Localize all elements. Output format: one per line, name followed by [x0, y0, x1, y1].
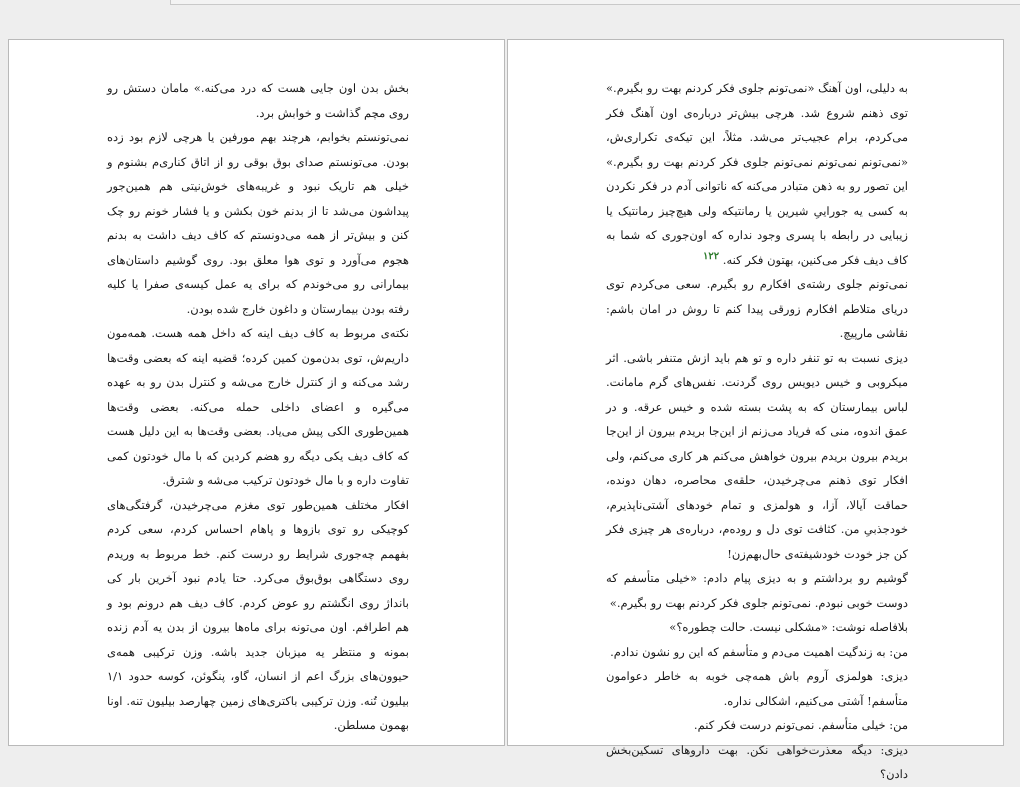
paragraph: من: خیلی متأسفم. نمی‌تونم درست فکر کنم. — [693, 718, 908, 732]
paragraph: گوشیم رو برداشتم و به دیزی پیام دادم: «خیلی متأسفم که دوست خوبی نبودم. نمی‌تونم جلوی فکر کردنم بهت رو بگیرم.» — [606, 571, 908, 610]
first-paragraph-text: به دلیلی، اون آهنگ «نمی‌تونم جلوی فکر کردنم بهت رو بگیرم.» توی ذهنم شروع شد. هرچی بیش‌تر درباره‌ی اون آهنگ فکر می‌کردم، برام عجیب‌تر می‌شد. مثلاً، این تیکه‌ی تکراری‌ش، «نمی‌تونم نمی‌تونم نمی‌تونم جلوی فکر کردنم بهت رو بگیرم.» این تصور رو به ذهن متبادر می‌کنه که ناتوانی آدم در فکر نکردن به کسی یه جوراییِ شیرین یا رمانتیکه ولی هیچ‌چیز رمانتیک یا زیبایی در رابطه با پسری وجود نداره که اون‌جوری که شما به کاف دیف فکر می‌کنین، بهتون فکر کنه. — [606, 81, 908, 267]
paragraph: نمی‌تونستم بخوابم، هرچند بهم مورفین یا هرچی لازم بود زده بودن. می‌تونستم صدای بوق بوقی رو از اتاق کناری‌م بشنوم و خیلی هم تاریک نبود و غریبه‌های خوش‌نیتی هم همین‌جور پیداشون می‌شد تا از بدنم خون بکشن و یا فشار خونم رو چک کنن و بیش‌تر از همه می‌دونستم که کاف دیف داشت به بدنم هجوم می‌آورد و توی هوا معلق بود. روی گوشیم داستان‌های بیمارانی رو می‌خوندم که برای یه عمل کیسه‌ی صفرا یا کلیه رفته بودن بیمارستان و داغون خارج شده بودن. — [107, 130, 409, 316]
paragraph: دیزی: هولمزی آروم باش همه‌چی خوبه به خاطر دعوامون متأسفم! آشتی می‌کنیم، اشکالی نداره. — [606, 669, 908, 708]
footnote-marker[interactable]: ۱۲۲ — [703, 250, 720, 262]
paragraph: دیزی: دیگه معذرت‌خواهی نکن. بهت داروهای تسکین‌بخش دادن؟ — [606, 742, 908, 781]
paragraph: دیزی نسبت به تو تنفر داره و تو هم باید ازش متنفر باشی. اثر میکروبی و خیس دیویس روی گردنت. نفس‌های گرم مامانت. لباس بیمارستان که به پشت بسته شده و خیس عرقه. و در عمق اندوه، منی که فریاد می‌زنم از این‌جا بریدم بیرون از این‌جا بریدم بیرون بریدم بیرون خواهش می‌کنم هر کاری می‌کنم، ولی افکار توی ذهنم می‌چرخیدن، حلقه‌ی محاصره، دهان دونده، حماقت آیالا، آزا، و هولمزی و تمام خودهای آشتی‌ناپذیرم، خودجذبیِ من. کثافت توی دل و روده‌م، درباره‌ی هر چیزی فکر کن جز خودت خودشیفته‌ی حال‌بهم‌زن! — [606, 350, 908, 561]
paragraph: بخش بدن اون جایی هست که درد می‌کنه.» مامان دستش رو روی مچم گذاشت و خوابش برد. — [107, 81, 409, 120]
paragraph — [606, 76, 908, 272]
paragraph: نمی‌تونم جلوی رشته‌ی افکارم رو بگیرم. سعی می‌کردم توی دریای متلاطم افکارم زورقی پیدا کنم تا روش در امان باشم: نقاشی مارپیچ. — [606, 277, 908, 340]
toolbar-panel — [170, 0, 1020, 5]
paragraph: نکته‌ی مربوط به کاف دیف اینه که داخل همه هست. همه‌مون داریم‌ش، توی بدن‌مون کمین کرده؛ قضیه اینه که بعضی وقت‌ها رشد می‌کنه و از کنترل خارج می‌شه و کنترل بدن رو به عهده می‌گیره و اعضای داخلی حمله می‌کنه. بعضی وقت‌ها همین‌طوری الکی پیش می‌یاد. بعضی وقت‌ها به این دلیل هست که کاف دیف یکی دیگه رو هضم کردین که با مال خودتون کمی تفاوت داره و با مال خودتون ترکیب می‌شه و شترق. — [107, 326, 409, 487]
document-page-left — [8, 39, 505, 746]
page-text-right — [606, 76, 908, 787]
paragraph: من: به زندگیت اهمیت می‌دم و متأسفم که این رو نشون ندادم. — [610, 644, 908, 659]
paragraph: افکار مختلف همین‌طور توی مغزم می‌چرخیدن، گرفتگی‌های کوچیکی رو توی بازوها و پاهام احساس کردم، سعی کردم بفهمم چه‌جوری شرایط رو درست کنم. خط مربوط به وریدم روی دستگاهی بوق‌بوق می‌کرد. حتا یادم نبود آخرین بار کی بانداژ روی انگشتم رو عوض کردم. کاف دیف هم درونم بود و هم اطرافم. اون می‌تونه برای ماه‌ها بیرون از بدن یه آدم زنده بمونه و منتظر یه میزبان جدید باشه. وزن ترکیبی همه‌ی حیوون‌های بزرگ اعم از انسان، گاو، پنگوئن، کوسه حدود ۱/۱ بیلیون تُنه. وزن ترکیبی باکتری‌های زمین چهارصد بیلیون تنه. اونا بهمون مسلطن. — [107, 497, 409, 732]
document-page-right — [507, 39, 1004, 781]
top-toolbar-strip — [0, 0, 1020, 6]
paragraph: بلافاصله نوشت: «مشکلی نیست. حالت چطوره؟» — [669, 620, 908, 634]
page-text-left — [107, 76, 409, 738]
